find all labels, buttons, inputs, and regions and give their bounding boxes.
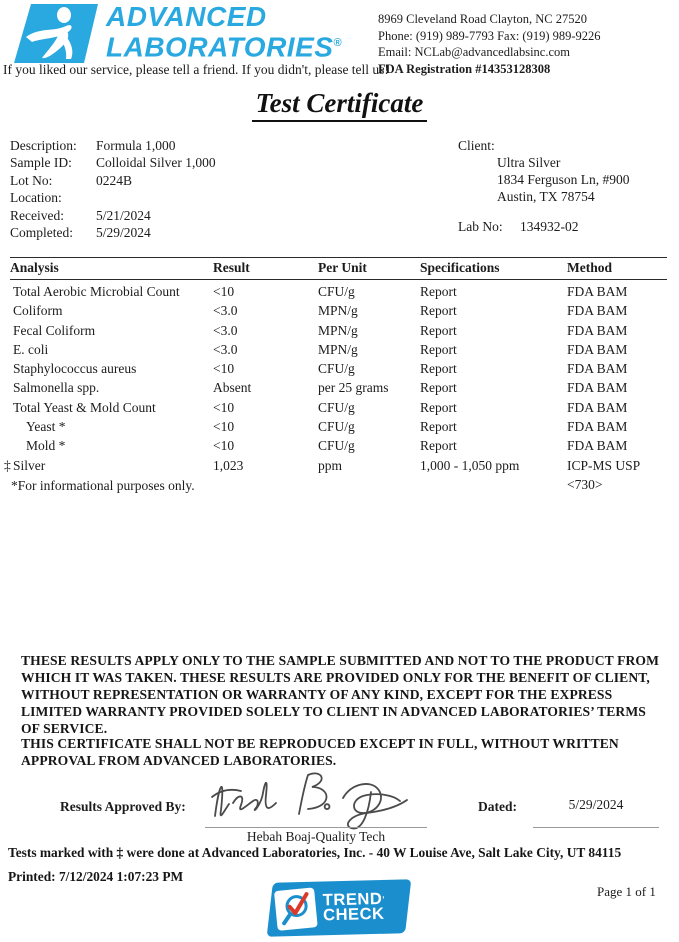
col-header-result: Result <box>213 260 250 275</box>
date-line <box>533 827 659 828</box>
table-footnote: *For informational purposes only. <box>11 478 195 493</box>
sample-info-row <box>10 172 216 189</box>
col-header-specifications: Specifications <box>420 260 500 275</box>
field-value: 5/21/2024 <box>96 207 151 223</box>
field-label: Description: <box>10 138 77 153</box>
trend-check-inner <box>275 887 386 930</box>
cell-specifications: Report <box>420 419 457 435</box>
client-info <box>458 137 630 235</box>
cell-result: <10 <box>213 419 235 435</box>
table-row <box>10 359 667 378</box>
cell-method: FDA BAM <box>567 419 628 435</box>
page-number: Page 1 of 1 <box>597 884 656 899</box>
approval-date: 5/29/2024 <box>568 797 624 812</box>
sample-info-row <box>10 137 216 154</box>
cell-per-unit: CFU/g <box>318 361 355 377</box>
field-label: Completed: <box>10 225 73 241</box>
cell-per-unit: ppm <box>318 457 343 473</box>
cell-result: <3.0 <box>213 303 238 319</box>
sample-info <box>10 137 216 241</box>
cell-specifications: Report <box>420 380 457 396</box>
cell-per-unit: CFU/g <box>318 284 355 299</box>
cell-analysis: ‡ Silver <box>10 456 213 495</box>
field-label: Lot No: <box>10 172 53 188</box>
trend-tm-mark: ’ <box>382 894 386 904</box>
client-address-block <box>497 154 630 205</box>
cell-specifications: 1,000 - 1,050 ppm <box>420 457 520 473</box>
cell-result: <10 <box>213 361 235 377</box>
check-word: CHECK <box>322 904 385 925</box>
cell-specifications: Report <box>420 341 457 357</box>
client-label: Client: <box>458 138 495 153</box>
cell-analysis: E. coli <box>13 341 49 357</box>
col-header-analysis: Analysis <box>10 260 59 275</box>
table-row <box>10 436 667 455</box>
table-row <box>10 340 667 359</box>
table-row <box>10 321 667 340</box>
cell-method: FDA BAM <box>567 303 628 319</box>
cell-method: FDA BAM <box>567 361 628 377</box>
cell-method: FDA BAM <box>567 438 628 454</box>
trend-check-wordmark <box>323 891 386 924</box>
company-name-line1: ADVANCED <box>106 1 267 32</box>
sample-info-row <box>10 224 216 241</box>
lab-phone-fax: Phone: (919) 989-7793 Fax: (919) 989-9226 <box>378 28 601 43</box>
field-value: 0224B <box>96 172 133 188</box>
cell-specifications: Report <box>420 438 457 454</box>
cell-analysis: Fecal Coliform <box>13 322 96 338</box>
cell-analysis: Mold * <box>26 438 66 454</box>
cell-per-unit: CFU/g <box>318 399 355 415</box>
signature-image <box>207 768 432 834</box>
cell-result: <10 <box>213 399 235 415</box>
field-value: 5/29/2024 <box>96 225 151 241</box>
sample-info-row <box>10 207 216 224</box>
cell-analysis: Total Yeast & Mold Count <box>13 399 156 415</box>
cell-per-unit: CFU/g <box>318 438 355 454</box>
client-name: Ultra Silver <box>497 155 561 171</box>
cell-result: 1,023 <box>213 457 244 473</box>
field-value: Colloidal Silver 1,000 <box>96 155 216 171</box>
cell-per-unit: MPN/g <box>318 303 358 319</box>
results-table-header <box>10 257 667 280</box>
registered-trademark-mark: ® <box>333 37 342 49</box>
printed-timestamp: Printed: 7/12/2024 1:07:23 PM <box>8 869 184 884</box>
title-wrap <box>0 88 679 122</box>
person-figure-icon <box>14 2 98 64</box>
lab-email: Email: NCLab@advancedlabsinc.com <box>378 45 571 60</box>
field-label: Location: <box>10 190 62 206</box>
lab-no-label: Lab No: <box>458 219 503 235</box>
table-row <box>10 417 667 436</box>
cell-specifications: Report <box>420 322 457 338</box>
service-tagline: If you liked our service, please tell a friend. If you didn't, please tell us! <box>3 62 389 77</box>
cell-specifications: Report <box>420 303 457 319</box>
trend-check-logo <box>267 879 412 937</box>
cell-method: FDA BAM <box>567 341 628 357</box>
client-address-line2: Austin, TX 78754 <box>497 189 595 205</box>
dated-label: Dated: <box>478 799 517 814</box>
cell-method: FDA BAM <box>567 399 628 415</box>
cell-specifications: Report <box>420 284 457 299</box>
company-name <box>106 1 342 63</box>
cell-method: FDA BAM <box>567 284 628 299</box>
sample-info-row <box>10 189 216 206</box>
field-label: Received: <box>10 207 64 223</box>
page-title: Test Certificate <box>252 88 428 122</box>
cell-per-unit: CFU/g <box>318 419 355 435</box>
cell-method: FDA BAM <box>567 322 628 338</box>
cell-analysis: Total Aerobic Microbial Count <box>13 284 180 299</box>
date-area <box>533 797 659 813</box>
signer-name: Hebah Boaj-Quality Tech <box>246 829 386 844</box>
col-header-per-unit: Per Unit <box>318 260 367 275</box>
lab-contact-info <box>378 11 673 77</box>
cell-analysis: Salmonella spp. <box>13 380 100 396</box>
disclaimer-paragraph-1: THESE RESULTS APPLY ONLY TO THE SAMPLE SUBMITTED AND NOT TO THE PRODUCT FROM WHICH IT WAS TAKEN. THESE RESULTS ARE PROVIDED ONLY FOR THE BENEFIT OF CLIENT, WITHOUT REPRESENTATION OR WARRANTY OF ANY KIND, EXCEPT FOR THE EXPRESS LIMITED WARRANTY PROVIDED SOLELY TO CLIENT IN ADVANCED LABORATORIES’ TERMS OF SERVICE. <box>21 653 659 736</box>
disclaimer-paragraph-2: THIS CERTIFICATE SHALL NOT BE REPRODUCED EXCEPT IN FULL, WITHOUT WRITTEN APPROVAL FROM ADVANCED LABORATORIES. <box>21 736 619 768</box>
lab-address: 8969 Cleveland Road Clayton, NC 27520 <box>378 12 588 26</box>
results-approved-by-label: Results Approved By: <box>60 799 186 814</box>
cell-result: Absent <box>213 380 252 396</box>
cell-per-unit: MPN/g <box>318 322 358 338</box>
dagger-tests-note: Tests marked with ‡ were done at Advanced Laboratories, Inc. - 40 W Louise Ave, Salt Lake City, UT 84115 <box>8 845 622 860</box>
lab-no-value: 134932-02 <box>520 219 579 235</box>
sample-info-row <box>10 154 216 171</box>
results-table-body <box>4 280 667 494</box>
table-row <box>10 398 667 417</box>
trend-word: TREND’ <box>322 889 386 909</box>
table-row <box>10 282 667 301</box>
field-label: Sample ID: <box>10 155 72 171</box>
cell-analysis: Staphylococcus aureus <box>13 361 137 377</box>
magnifier-check-icon <box>274 887 318 930</box>
field-value: Formula 1,000 <box>96 138 176 153</box>
results-table <box>4 257 667 494</box>
cell-specifications: Report <box>420 399 457 415</box>
client-address-line1: 1834 Ferguson Ln, #900 <box>497 172 630 188</box>
cell-method: FDA BAM <box>567 380 628 396</box>
cell-analysis: Yeast * <box>26 419 66 435</box>
table-row <box>10 301 667 320</box>
cell-result: <3.0 <box>213 322 238 338</box>
cell-analysis: Coliform <box>13 303 63 319</box>
lab-no-row <box>458 218 630 235</box>
dagger-mark: ‡ <box>4 457 11 473</box>
fda-registration: FDA Registration #14353128308 <box>378 61 551 76</box>
signature-line <box>205 827 427 828</box>
table-row <box>10 378 667 397</box>
cell-method: ICP-MS USP <730> <box>567 457 640 492</box>
cell-per-unit: MPN/g <box>318 341 358 357</box>
cell-per-unit: per 25 grams <box>318 380 389 396</box>
cell-result: <3.0 <box>213 341 238 357</box>
company-logo <box>14 2 342 64</box>
cell-result: <10 <box>213 438 235 454</box>
cell-result: <10 <box>213 284 235 299</box>
company-name-line2: LABORATORIES® <box>106 31 342 63</box>
cell-specifications: Report <box>420 361 457 377</box>
col-header-method: Method <box>567 260 612 275</box>
